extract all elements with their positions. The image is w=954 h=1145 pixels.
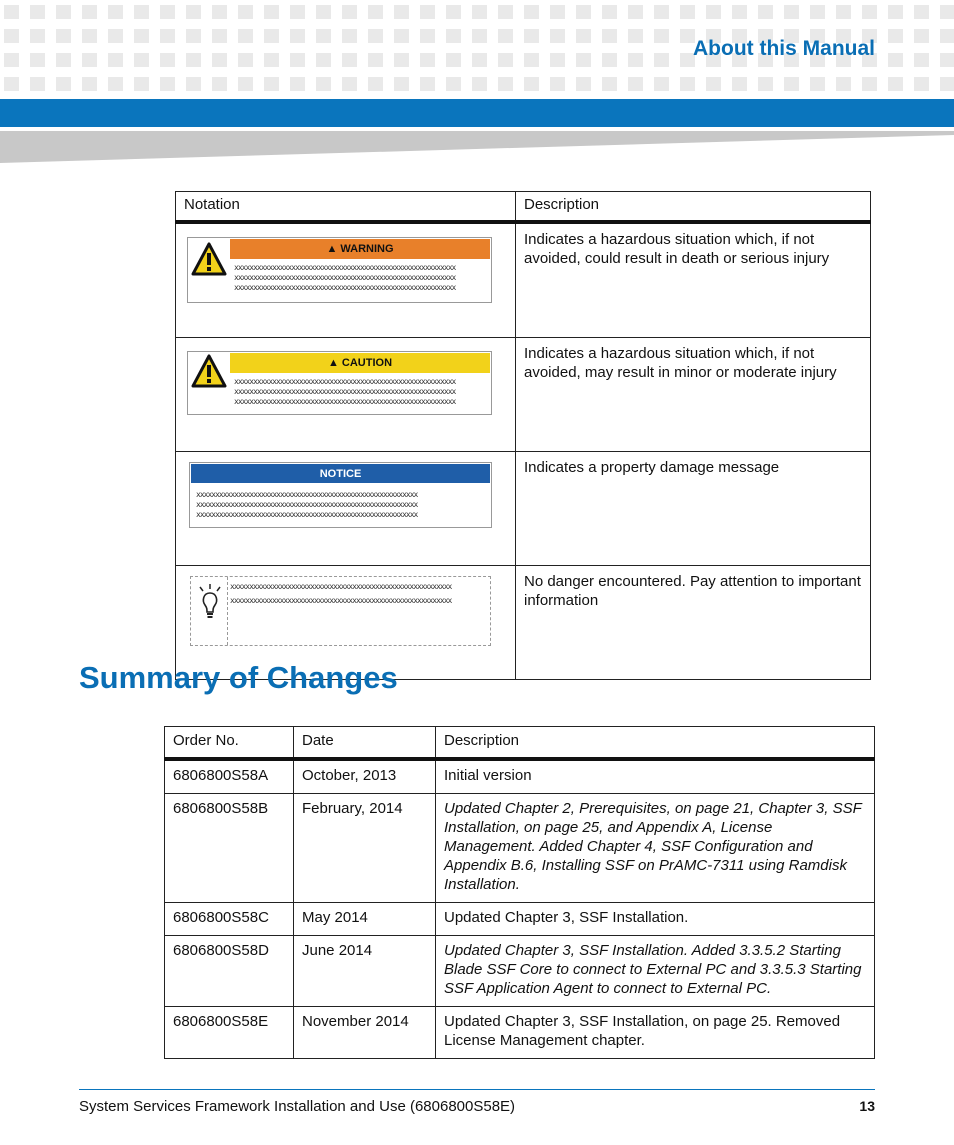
pattern-square xyxy=(550,53,565,67)
pattern-square xyxy=(758,77,773,91)
pattern-square xyxy=(654,5,669,19)
date-cell: May 2014 xyxy=(294,903,436,936)
pattern-square xyxy=(446,77,461,91)
pattern-square xyxy=(524,77,539,91)
pattern-square xyxy=(342,53,357,67)
order-cell: 6806800S58D xyxy=(165,936,294,1007)
pattern-square xyxy=(576,53,591,67)
pattern-square xyxy=(628,77,643,91)
pattern-square xyxy=(134,53,149,67)
pattern-square xyxy=(576,5,591,19)
pattern-square xyxy=(368,53,383,67)
pattern-square xyxy=(238,77,253,91)
pattern-square xyxy=(238,29,253,43)
placeholder-text: xxxxxxxxxxxxxxxxxxxxxxxxxxxxxxxxxxxxxxxxxxxxxxxxxxxxxxxxxx xxxxxxxxxxxxxxxxxxxxxxxxxxxxxxxxxxxxxxxxxxxxxxxxxxxxxxxxxx xxxxxxxxxxxxxxxxxxxxxxxxxxxxxxxxxxxxxxxxxxxxxxxxxxxxxxxxxx xyxy=(234,263,456,292)
pattern-square xyxy=(134,77,149,91)
pattern-square xyxy=(914,77,929,91)
info-divider xyxy=(227,577,229,645)
table-row xyxy=(176,222,871,338)
pattern-square xyxy=(316,77,331,91)
pattern-square xyxy=(524,53,539,67)
pattern-square xyxy=(836,77,851,91)
info-description: No danger encountered. Pay attention to important information xyxy=(516,566,871,680)
pattern-square xyxy=(238,53,253,67)
desc-cell: Updated Chapter 3, SSF Installation, on page 25. Removed License Management chapter. xyxy=(436,1007,875,1059)
pattern-square xyxy=(550,29,565,43)
date-header: Date xyxy=(294,727,436,760)
pattern-square xyxy=(446,29,461,43)
pattern-square xyxy=(654,29,669,43)
warning-banner: ▲ WARNING xyxy=(230,239,490,259)
order-header: Order No. xyxy=(165,727,294,760)
pattern-square xyxy=(316,53,331,67)
pattern-square xyxy=(862,5,877,19)
pattern-square xyxy=(888,29,903,43)
pattern-square xyxy=(160,29,175,43)
warning-description: Indicates a hazardous situation which, if not avoided, could result in death or serious injury xyxy=(516,222,871,338)
pattern-square xyxy=(654,77,669,91)
pattern-square xyxy=(394,53,409,67)
pattern-square xyxy=(394,77,409,91)
pattern-square xyxy=(30,29,45,43)
pattern-square xyxy=(368,77,383,91)
pattern-square xyxy=(602,53,617,67)
pattern-square xyxy=(394,5,409,19)
pattern-square xyxy=(940,77,954,91)
section-title: Summary of Changes xyxy=(79,660,398,695)
table-row xyxy=(165,903,875,936)
pattern-square xyxy=(290,77,305,91)
pattern-square xyxy=(368,5,383,19)
pattern-square xyxy=(30,53,45,67)
pattern-square xyxy=(888,77,903,91)
pattern-square xyxy=(4,5,19,19)
pattern-square xyxy=(4,29,19,43)
pattern-square xyxy=(108,53,123,67)
pattern-square xyxy=(212,29,227,43)
desc-cell: Updated Chapter 3, SSF Installation. Added 3.3.5.2 Starting Blade SSF Core to connect to External PC and 3.3.5.3 Starting SSF Application Agent to connect to External PC. xyxy=(436,936,875,1007)
pattern-square xyxy=(82,53,97,67)
pattern-square xyxy=(212,53,227,67)
pattern-square xyxy=(628,29,643,43)
desc-cell: Updated Chapter 2, Prerequisites, on page 21, Chapter 3, SSF Installation, on page 25, and Appendix A, License Management. Added Chapter 4, SSF Configuration and Appendix B.6, Installing SSF on PrAMC-7311 using Ramdisk Installation. xyxy=(436,794,875,903)
pattern-square xyxy=(550,77,565,91)
pattern-square xyxy=(498,29,513,43)
pattern-square xyxy=(498,77,513,91)
pattern-square xyxy=(342,29,357,43)
pattern-square xyxy=(420,53,435,67)
pattern-square xyxy=(576,77,591,91)
pattern-square xyxy=(212,77,227,91)
pattern-square xyxy=(446,53,461,67)
pattern-square xyxy=(810,77,825,91)
pattern-square xyxy=(186,5,201,19)
placeholder-text: xxxxxxxxxxxxxxxxxxxxxxxxxxxxxxxxxxxxxxxxxxxxxxxxxxxxxxxxxx xxxxxxxxxxxxxxxxxxxxxxxxxxxxxxxxxxxxxxxxxxxxxxxxxxxxxxxxxx xxxxxxxxxxxxxxxxxxxxxxxxxxxxxxxxxxxxxxxxxxxxxxxxxxxxxxxxxx xyxy=(234,377,456,406)
pattern-square xyxy=(472,5,487,19)
pattern-square xyxy=(498,5,513,19)
pattern-square xyxy=(186,29,201,43)
order-cell: 6806800S58B xyxy=(165,794,294,903)
caution-banner: ▲ CAUTION xyxy=(230,353,490,373)
pattern-square xyxy=(602,29,617,43)
pattern-square xyxy=(628,53,643,67)
pattern-square xyxy=(30,5,45,19)
warning-triangle-icon xyxy=(191,242,227,276)
pattern-square xyxy=(784,5,799,19)
header-blue-band xyxy=(0,99,954,127)
pattern-square xyxy=(550,5,565,19)
page-number: 13 xyxy=(859,1098,875,1114)
pattern-square xyxy=(134,29,149,43)
pattern-square xyxy=(264,77,279,91)
pattern-square xyxy=(368,29,383,43)
lightbulb-icon xyxy=(197,584,223,620)
pattern-square xyxy=(914,29,929,43)
pattern-square xyxy=(680,5,695,19)
pattern-square xyxy=(56,29,71,43)
caution-sample xyxy=(187,351,492,415)
pattern-square xyxy=(238,5,253,19)
pattern-square xyxy=(316,5,331,19)
pattern-square xyxy=(56,53,71,67)
placeholder-text: xxxxxxxxxxxxxxxxxxxxxxxxxxxxxxxxxxxxxxxxxxxxxxxxxxxxxxxxxx xxxxxxxxxxxxxxxxxxxxxxxxxxxxxxxxxxxxxxxxxxxxxxxxxxxxxxxxxx xxxxxxxxxxxxxxxxxxxxxxxxxxxxxxxxxxxxxxxxxxxxxxxxxxxxxxxxxx xyxy=(196,490,418,519)
pattern-square xyxy=(810,5,825,19)
pattern-square xyxy=(836,5,851,19)
pattern-square xyxy=(758,5,773,19)
pattern-square xyxy=(30,77,45,91)
pattern-square xyxy=(914,5,929,19)
pattern-square xyxy=(108,29,123,43)
pattern-square xyxy=(264,29,279,43)
pattern-square xyxy=(472,77,487,91)
pattern-square xyxy=(940,5,954,19)
pattern-square xyxy=(732,77,747,91)
pattern-square xyxy=(732,5,747,19)
pattern-square xyxy=(888,5,903,19)
pattern-square xyxy=(290,29,305,43)
warning-sample xyxy=(187,237,492,303)
pattern-square xyxy=(914,53,929,67)
caution-triangle-icon xyxy=(191,354,227,388)
date-cell: November 2014 xyxy=(294,1007,436,1059)
pattern-square xyxy=(940,53,954,67)
pattern-square xyxy=(706,77,721,91)
order-cell: 6806800S58A xyxy=(165,759,294,794)
pattern-square xyxy=(784,77,799,91)
pattern-square xyxy=(160,53,175,67)
pattern-square xyxy=(4,77,19,91)
pattern-square xyxy=(342,77,357,91)
date-cell: February, 2014 xyxy=(294,794,436,903)
desc-cell: Initial version xyxy=(436,759,875,794)
pattern-square xyxy=(82,5,97,19)
pattern-square xyxy=(498,53,513,67)
date-cell: June 2014 xyxy=(294,936,436,1007)
pattern-square xyxy=(524,5,539,19)
notice-banner: NOTICE xyxy=(191,464,490,483)
pattern-square xyxy=(342,5,357,19)
table-row xyxy=(176,338,871,452)
header-title: About this Manual xyxy=(693,37,875,60)
table-row xyxy=(165,1007,875,1059)
pattern-square xyxy=(524,29,539,43)
pattern-square xyxy=(186,77,201,91)
desc-header: Description xyxy=(436,727,875,760)
placeholder-text: xxxxxxxxxxxxxxxxxxxxxxxxxxxxxxxxxxxxxxxxxxxxxxxxxxxxxxxxxx xxxxxxxxxxxxxxxxxxxxxxxxxxxxxxxxxxxxxxxxxxxxxxxxxxxxxxxxxx xyxy=(230,582,452,605)
table-row xyxy=(165,794,875,903)
pattern-square xyxy=(82,77,97,91)
caution-description: Indicates a hazardous situation which, if not avoided, may result in minor or moderate injury xyxy=(516,338,871,452)
pattern-square xyxy=(472,53,487,67)
pattern-square xyxy=(82,29,97,43)
table-row xyxy=(165,936,875,1007)
pattern-square xyxy=(290,53,305,67)
pattern-square xyxy=(264,5,279,19)
pattern-square xyxy=(420,5,435,19)
pattern-square xyxy=(628,5,643,19)
pattern-square xyxy=(186,53,201,67)
table-row xyxy=(165,759,875,794)
pattern-square xyxy=(56,77,71,91)
pattern-square xyxy=(576,29,591,43)
table-row xyxy=(176,452,871,566)
pattern-square xyxy=(264,53,279,67)
notice-description: Indicates a property damage message xyxy=(516,452,871,566)
notation-table xyxy=(175,191,871,680)
pattern-square xyxy=(160,5,175,19)
pattern-square xyxy=(680,77,695,91)
summary-table xyxy=(164,726,875,1059)
order-cell: 6806800S58C xyxy=(165,903,294,936)
order-cell: 6806800S58E xyxy=(165,1007,294,1059)
pattern-square xyxy=(420,77,435,91)
description-header: Description xyxy=(516,192,871,223)
pattern-square xyxy=(940,29,954,43)
pattern-square xyxy=(862,77,877,91)
pattern-square xyxy=(602,5,617,19)
footer-divider xyxy=(79,1089,875,1090)
header-gray-wedge xyxy=(0,127,954,163)
pattern-square xyxy=(394,29,409,43)
pattern-square xyxy=(654,53,669,67)
notation-header: Notation xyxy=(176,192,516,223)
pattern-square xyxy=(290,5,305,19)
info-sample xyxy=(190,576,491,646)
pattern-square xyxy=(706,5,721,19)
pattern-square xyxy=(160,77,175,91)
pattern-square xyxy=(108,5,123,19)
pattern-square xyxy=(134,5,149,19)
date-cell: October, 2013 xyxy=(294,759,436,794)
pattern-square xyxy=(108,77,123,91)
pattern-square xyxy=(472,29,487,43)
pattern-square xyxy=(420,29,435,43)
pattern-square xyxy=(4,53,19,67)
pattern-square xyxy=(602,77,617,91)
pattern-square xyxy=(316,29,331,43)
pattern-square xyxy=(446,5,461,19)
notice-sample xyxy=(189,462,492,528)
pattern-square xyxy=(56,5,71,19)
footer-text: System Services Framework Installation and Use (6806800S58E) xyxy=(79,1098,516,1115)
pattern-square xyxy=(212,5,227,19)
desc-cell: Updated Chapter 3, SSF Installation. xyxy=(436,903,875,936)
pattern-square xyxy=(888,53,903,67)
